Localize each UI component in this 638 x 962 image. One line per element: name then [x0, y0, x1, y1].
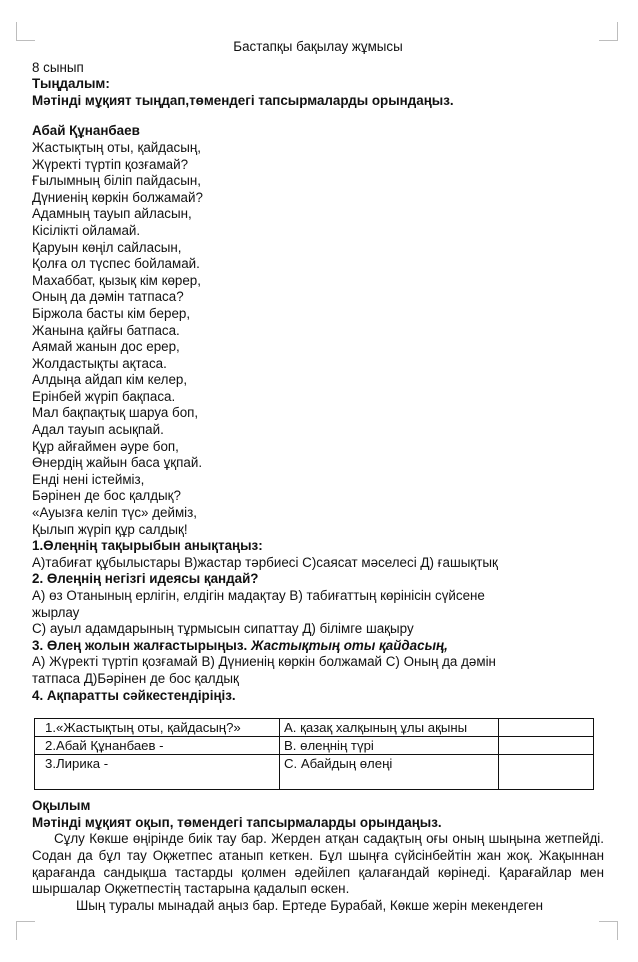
table-cell: А. қазақ халқының ұлы ақыны — [280, 719, 499, 737]
poem-author: Абай Құнанбаев — [32, 123, 140, 139]
task-3-question: 3. Өлең жолын жалғастырыңыз. Жастықтың оты қайдасың, — [32, 637, 448, 653]
table-cell — [499, 737, 594, 755]
reading-heading: Оқылым — [32, 798, 91, 814]
poem-line: Ерінбей жүріп бақпаса. — [32, 388, 176, 404]
table-cell: 3.Лирика - — [35, 755, 280, 790]
matching-table — [34, 718, 594, 790]
task-1-options: А)табиғат құбылыстары В)жастар тәрбиесі С)саясат мәселесі Д) ғашықтық — [32, 554, 498, 570]
crop-mark-bottom-right — [599, 921, 618, 940]
reading-paragraph-2: Шың туралы мынадай аңыз бар. Ертеде Бурабай, Көкше жерін мекендеген — [76, 897, 544, 913]
poem-line: Бәрінен де бос қалдық? — [32, 488, 181, 504]
poem-line: Дүниенің көркін болжамай? — [32, 189, 203, 205]
grade-label: 8 сынып — [32, 59, 84, 75]
reading-paragraph-1: Сұлу Көкше өңірінде биік тау бар. Жерден атқан садақтың оғы оның шыңына жетпейді. Содан да бұл тау Оқжетпес атанып кеткен. Бұл шыңға сүйсінбейтін жан жоқ. Жақыннан қарағанда сандықша тастарды қолмен әдейілеп қалағандай көрінеді. Қарағайлар мен шыршалар Оқжетпестің тастарына қадалып өскен. — [32, 831, 604, 897]
poem-line: Жанына қайғы батпаса. — [32, 322, 180, 338]
poem-line: Мал бақпақтық шаруа боп, — [32, 405, 199, 421]
poem-line: «Ауызға келіп түс» дейміз, — [32, 505, 197, 521]
poem-line: Біржола басты кім берер, — [32, 305, 191, 321]
table-row — [35, 737, 594, 755]
poem-line: Кісілікті ойламай. — [32, 222, 141, 238]
task-4-question: 4. Ақпаратты сәйкестендіріңіз. — [32, 687, 236, 703]
poem-line: Құр айғаймен әуре боп, — [32, 438, 179, 454]
poem-line: Қылып жүріп құр салдық! — [32, 521, 188, 537]
table-cell: В. өлеңнің түрі — [280, 737, 499, 755]
poem-line: Алдыңа айдап кім келер, — [32, 372, 188, 388]
table-cell — [499, 719, 594, 737]
poem-text — [32, 140, 604, 538]
poem-line: Адал тауып асықпай. — [32, 422, 164, 438]
listening-heading: Тыңдалым: — [32, 76, 110, 92]
task-3-quoted-line: Жастықтың оты қайдасың, — [250, 637, 448, 653]
poem-line: Адамның тауып айласын, — [32, 206, 192, 222]
table-cell: 2.Абай Құнанбаев - — [35, 737, 280, 755]
poem-line: Аямай жанын дос ерер, — [32, 339, 180, 355]
table-cell: С. Абайдың өлеңі — [280, 755, 499, 790]
poem-line: Енді нені істейміз, — [32, 471, 145, 487]
task-2-options-line1: А) өз Отанының ерлігін, елдігін мадақтау В) табиғаттың көрінісін сүйсене — [32, 588, 485, 603]
poem-line: Өнердің жайын баса ұқпай. — [32, 455, 203, 471]
poem-line: Жолдастықты ақтаса. — [32, 355, 167, 371]
table-row — [35, 719, 594, 737]
poem-line: Жүректі түртіп қозғамай? — [32, 156, 189, 172]
task-2-options-line3: С) ауыл адамдарының тұрмысын сипаттау Д) білімге шақыру — [32, 621, 414, 637]
document-page — [32, 39, 604, 914]
document-title: Бастапқы бақылау жұмысы — [233, 39, 403, 54]
poem-line: Оның да дәмін татпаса? — [32, 289, 184, 305]
table-row — [35, 755, 594, 790]
poem-line: Қаруын көңіл сайласын, — [32, 239, 182, 255]
poem-line: Махаббат, қызық кім көрер, — [32, 272, 201, 288]
task-3-options-line1: А) Жүректі түртіп қозғамай В) Дүниенің көркін болжамай С) Оның да дәмін — [32, 654, 496, 670]
table-cell — [499, 755, 594, 790]
crop-mark-bottom-left — [16, 921, 35, 940]
poem-line: Қолға ол түспес бойламай. — [32, 256, 200, 272]
task-1-question: 1.Өлеңнің тақырыбын анықтаңыз: — [32, 538, 263, 554]
poem-line: Ғылымның біліп пайдасын, — [32, 173, 201, 189]
table-cell: 1.«Жастықтың оты, қайдасың?» — [35, 719, 280, 737]
listening-instruction: Мәтінді мұқият тыңдап,төмендегі тапсырмаларды орындаңыз. — [32, 92, 454, 108]
task-2-question: 2. Өлеңнің негізгі идеясы қандай? — [32, 571, 259, 587]
task-2-options-line2: жырлау — [32, 604, 80, 620]
poem-line: Жастықтың оты, қайдасың, — [32, 139, 201, 155]
reading-instruction: Мәтінді мұқият оқып, төмендегі тапсырмаларды орындаңыз. — [32, 814, 442, 830]
task-3-options-line2: татпаса Д)Бәрінен де бос қалдық — [32, 670, 239, 686]
